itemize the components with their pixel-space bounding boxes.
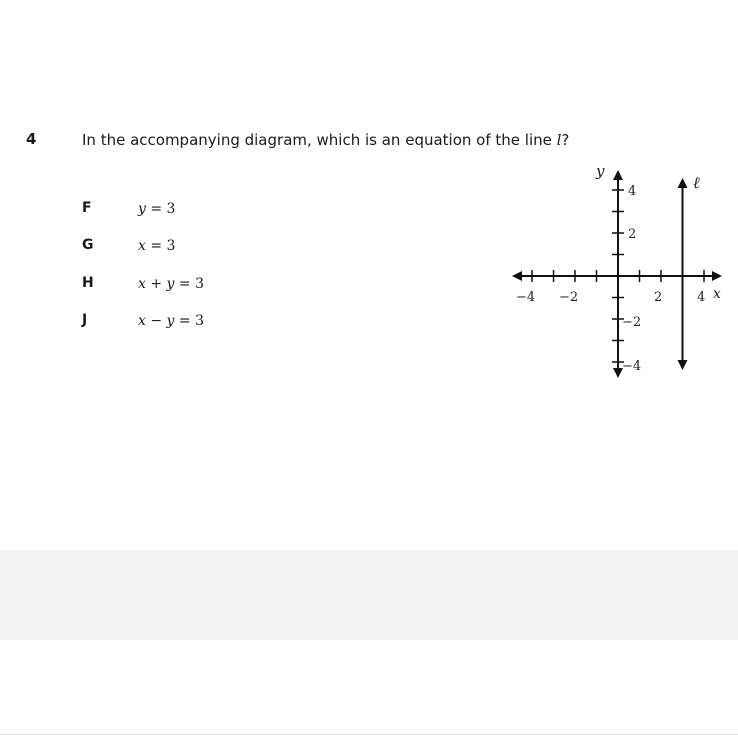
x-tick-label-2: 2 (654, 290, 663, 305)
choice-letter-j: J (82, 312, 88, 328)
question-number: 4 (26, 130, 37, 148)
x-tick-label-neg4: −4 (516, 290, 536, 305)
choice-h-op: + (145, 276, 167, 292)
choice-j-lhs: x (138, 313, 146, 329)
y-tick-label-neg2: −2 (622, 315, 642, 330)
line-l-bottom-arrow (678, 360, 688, 370)
choice-expression-g (138, 238, 175, 254)
choice-h-lhs: x (138, 276, 146, 292)
line-name: l (556, 131, 562, 149)
choice-h-eq: = 3 (174, 276, 205, 292)
x-axis-label: x (713, 286, 721, 302)
x-axis-left-arrow (512, 271, 522, 281)
coordinate-graph (508, 160, 738, 385)
choice-f-lhs: y (138, 201, 146, 217)
choice-letter-g: G (82, 237, 94, 253)
choice-j-eq: = 3 (174, 313, 205, 329)
y-axis-label: y (596, 162, 605, 180)
x-tick-label-4: 4 (697, 290, 706, 305)
choice-g-lhs: x (138, 238, 146, 254)
y-tick-label-neg4: −4 (622, 359, 642, 374)
question-text-end: ? (561, 131, 570, 149)
x-tick-label-neg2: −2 (559, 290, 579, 305)
choice-f-eq: = 3 (145, 201, 176, 217)
question-text (82, 131, 569, 149)
footer-band (0, 550, 738, 640)
choice-letter-h: H (82, 275, 94, 291)
choice-letter-f: F (82, 200, 92, 216)
line-l-top-arrow (678, 178, 688, 188)
bottom-divider (0, 734, 738, 735)
choice-h-rhs-var: y (166, 276, 175, 292)
choice-g-eq: = 3 (145, 238, 176, 254)
line-label: ℓ (693, 173, 700, 192)
choice-j-op: − (145, 313, 167, 329)
choice-expression-f (138, 201, 175, 217)
x-axis-right-arrow (712, 271, 722, 281)
y-axis-top-arrow (613, 170, 623, 180)
y-tick-label-2: 2 (628, 227, 637, 242)
choice-j-rhs-var: y (166, 313, 175, 329)
y-tick-label-4: 4 (628, 184, 637, 199)
choice-expression-h (138, 276, 204, 292)
question-text-start: In the accompanying diagram, which is an equation of the line (82, 131, 557, 149)
choice-expression-j (138, 313, 204, 329)
